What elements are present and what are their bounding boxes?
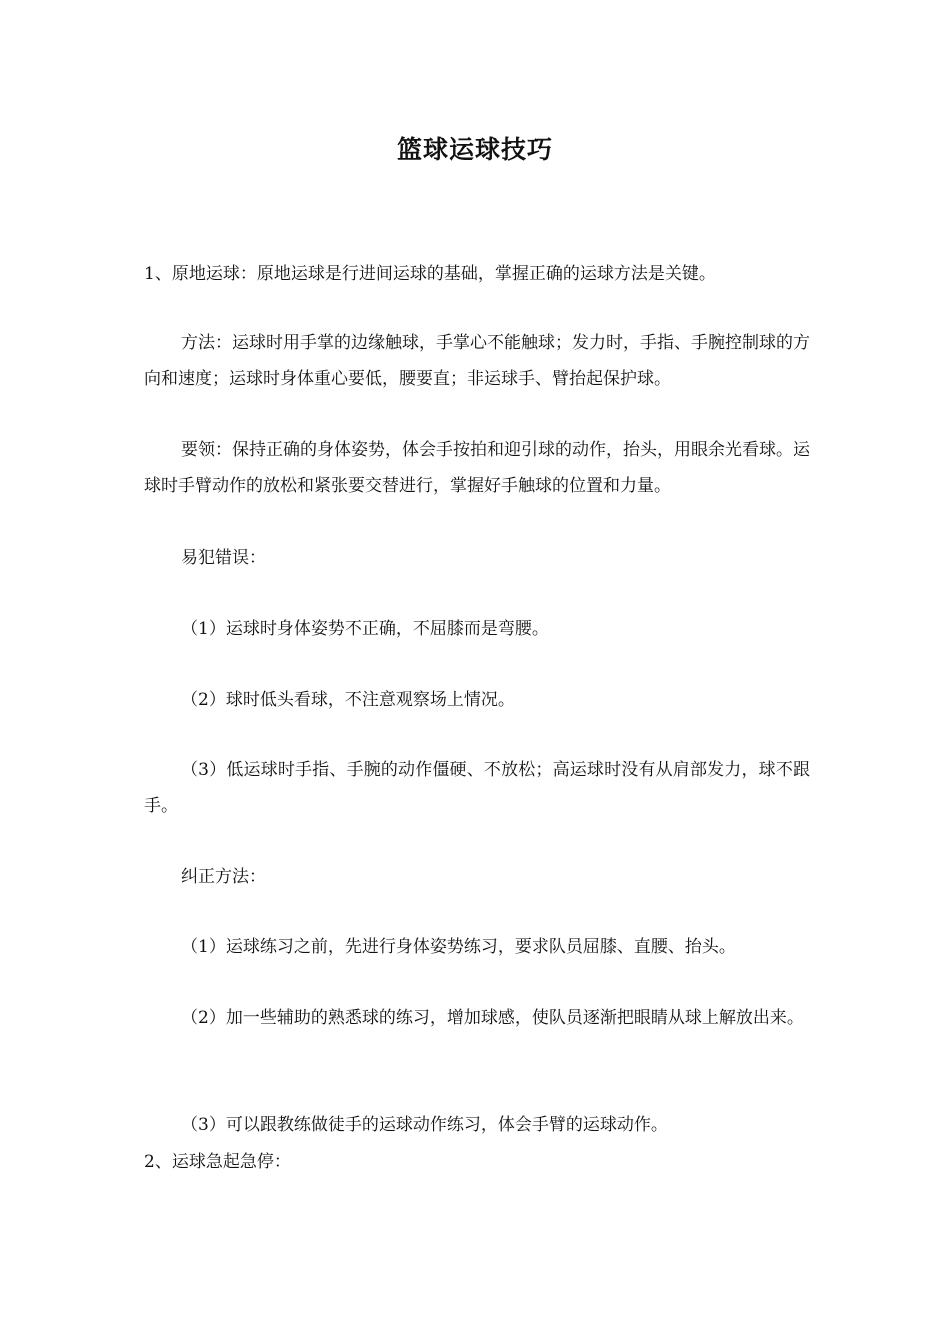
method-paragraph: 方法：运球时用手掌的边缘触球，手掌心不能触球；发力时，手指、手腕控制球的方向和速度；运球时身体重心要低，腰要直；非运球手、臂抬起保护球。 (144, 333, 810, 389)
mistakes-heading: 易犯错误： (181, 548, 266, 568)
correction-item-3: （3）可以跟教练做徒手的运球动作练习，体会手臂的运球动作。 (181, 1115, 668, 1135)
section-1-heading: 1、原地运球：原地运球是行进间运球的基础，掌握正确的运球方法是关键。 (144, 264, 716, 284)
section-2-heading: 2、运球急起急停： (144, 1152, 291, 1172)
document-title: 篮球运球技巧 (396, 135, 553, 164)
corrections-heading: 纠正方法： (181, 867, 266, 887)
essentials-paragraph: 要领：保持正确的身体姿势，体会手按拍和迎引球的动作，抬头，用眼余光看球。运球时手臂动作的放松和紧张要交替进行，掌握好手触球的位置和力量。 (144, 440, 810, 496)
mistake-item-2: （2）球时低头看球，不注意观察场上情况。 (181, 690, 515, 710)
mistake-item-3: （3）低运球时手指、手腕的动作僵硬、不放松；高运球时没有从肩部发力，球不跟手。 (144, 760, 810, 816)
correction-item-1: （1）运球练习之前，先进行身体姿势练习，要求队员屈膝、直腰、抬头。 (181, 937, 736, 957)
correction-item-2: （2）加一些辅助的熟悉球的练习，增加球感，使队员逐渐把眼睛从球上解放出来。 (181, 1008, 804, 1028)
mistake-item-1: （1）运球时身体姿势不正确，不屈膝而是弯腰。 (181, 619, 549, 639)
